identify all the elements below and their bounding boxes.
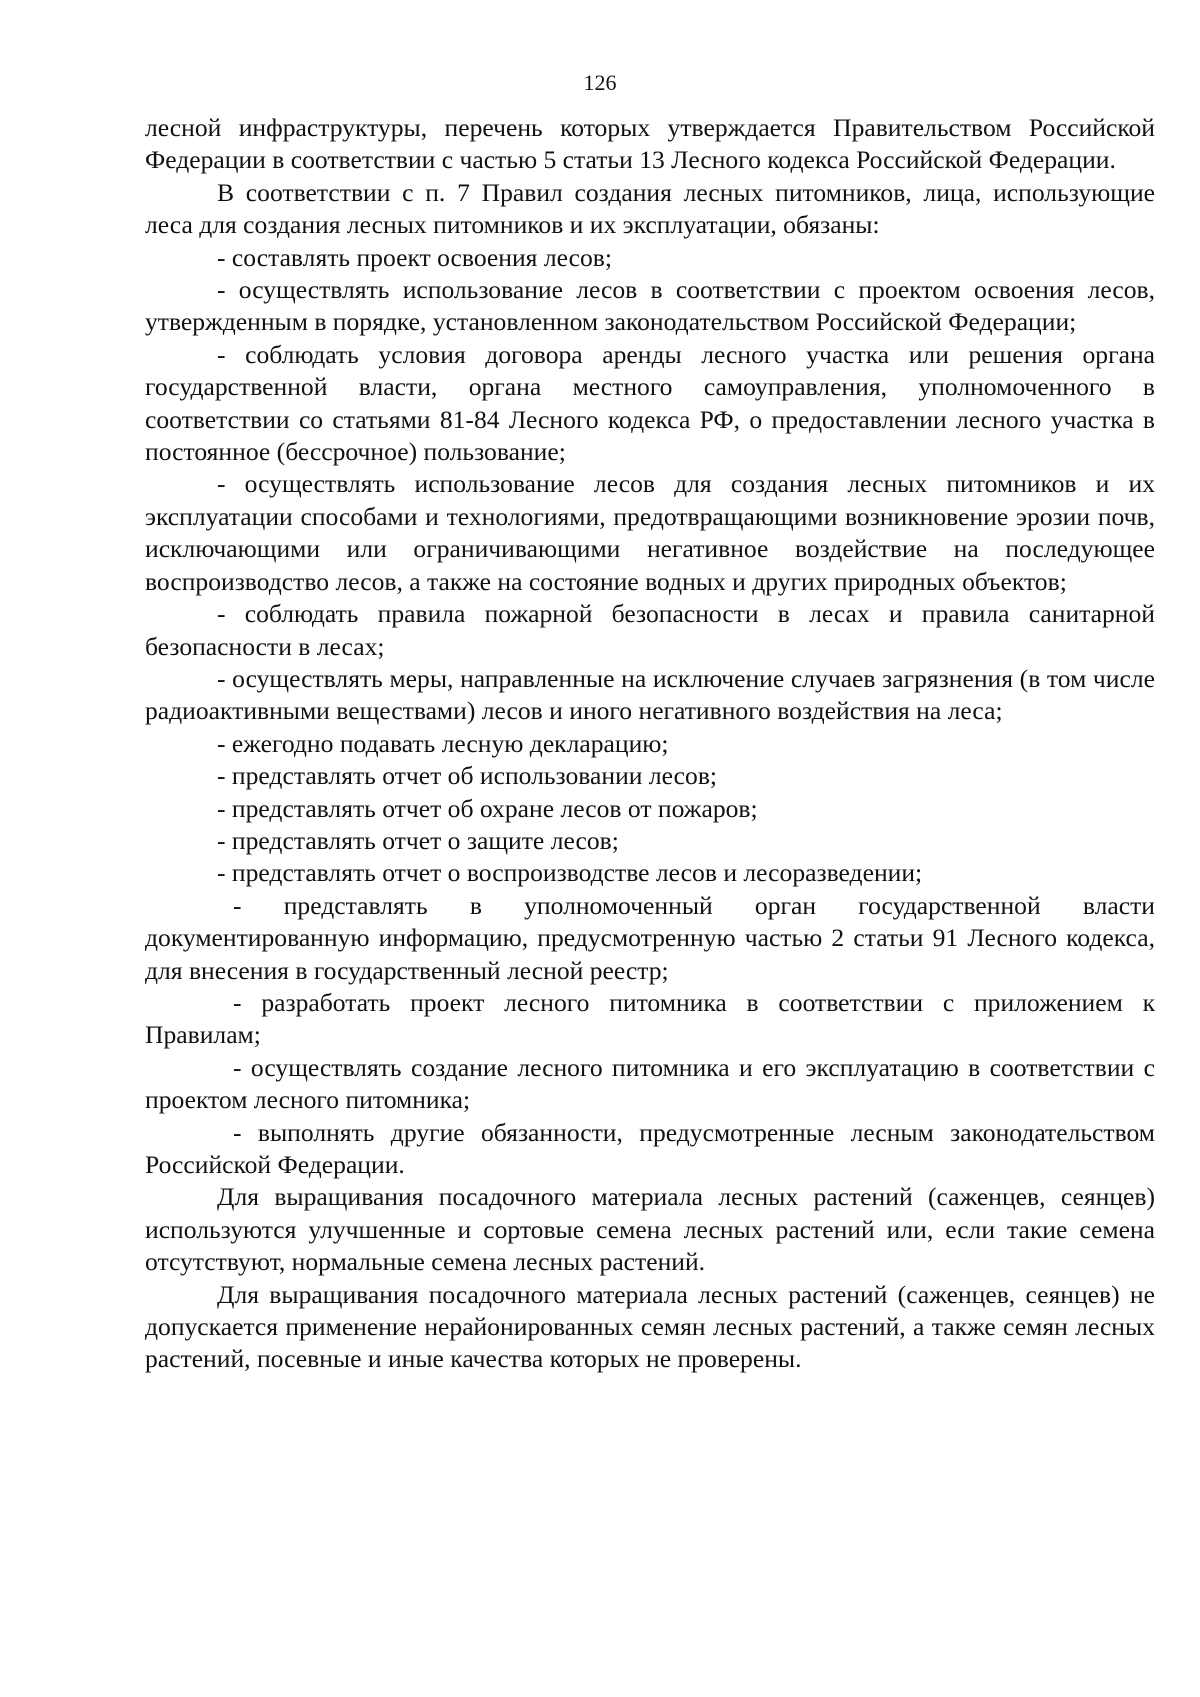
- paragraph: В соответствии с п. 7 Правил создания лесных питомников, лица, использующие леса для создания лесных питомников и их эксплуатации, обязаны:: [145, 177, 1155, 240]
- document-body: [145, 112, 1155, 1376]
- list-item: - осуществлять использование лесов в соответствии с проектом освоения лесов, утвержденным в порядке, установленном законодательством Российской Федерации;: [145, 275, 1155, 337]
- list-item: - представлять в уполномоченный орган государственной власти документированную информацию, предусмотренную частью 2 статьи 91 Лесного кодекса, для внесения в государственный лесной реестр;: [145, 890, 1155, 985]
- list-item: - представлять отчет об использовании лесов;: [217, 761, 718, 791]
- page-number: 126: [583, 70, 617, 95]
- list-item: - осуществлять создание лесного питомника и его эксплуатацию в соответствии с проектом лесного питомника;: [145, 1052, 1155, 1115]
- list-item: - представлять отчет о защите лесов;: [217, 825, 619, 855]
- list-item: - соблюдать правила пожарной безопасности в лесах и правила санитарной безопасности в лесах;: [145, 599, 1155, 661]
- list-item: - разработать проект лесного питомника в соответствии с приложением к Правилам;: [145, 987, 1155, 1050]
- list-item: - составлять проект освоения лесов;: [217, 242, 612, 272]
- list-item: - осуществлять использование лесов для создания лесных питомников и их эксплуатации способами и технологиями, предотвращающими возникновение эрозии почв, исключающими или ограничивающими негативное воздействие на последующее воспроизводство лесов, а также на состояние водных и других природных объектов;: [145, 469, 1155, 596]
- paragraph: Для выращивания посадочного материала лесных растений (саженцев, сеянцев) не допускается применение нерайонированных семян лесных растений, а также семян лесных растений, посевные и иные качества которых не проверены.: [145, 1279, 1155, 1374]
- list-item: - соблюдать условия договора аренды лесного участка или решения органа государственной власти, органа местного самоуправления, уполномоченного в соответствии со статьями 81-84 Лесного кодекса РФ, о предоставлении лесного участка в постоянное (бессрочное) пользование;: [145, 339, 1155, 467]
- list-item: - выполнять другие обязанности, предусмотренные лесным законодательством Российской Федерации.: [145, 1117, 1155, 1179]
- paragraph: Для выращивания посадочного материала лесных растений (саженцев, сеянцев) используются улучшенные и сортовые семена лесных растений или, если такие семена отсутствуют, нормальные семена лесных растений.: [145, 1182, 1155, 1277]
- list-item: - представлять отчет о воспроизводстве лесов и лесоразведении;: [217, 858, 923, 888]
- list-item: - ежегодно подавать лесную декларацию;: [217, 728, 669, 758]
- paragraph: лесной инфраструктуры, перечень которых утверждается Правительством Российской Федерации в соответствии с частью 5 статьи 13 Лесного кодекса Российской Федерации.: [145, 113, 1155, 175]
- list-item: - представлять отчет об охране лесов от пожаров;: [217, 793, 758, 823]
- list-item: - осуществлять меры, направленные на исключение случаев загрязнения (в том числе радиоактивными веществами) лесов и иного негативного воздействия на леса;: [145, 663, 1155, 726]
